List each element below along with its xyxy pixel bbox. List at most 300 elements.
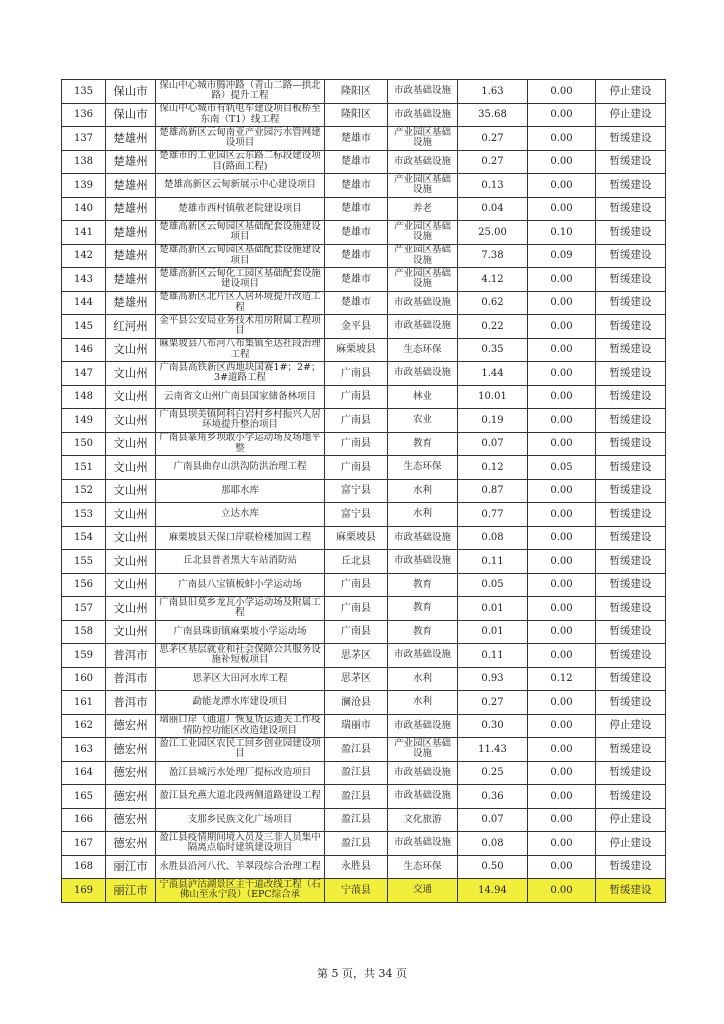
row-project-name: 广南县曲存山洪沟防洪治理工程 bbox=[156, 456, 325, 480]
table-row bbox=[62, 221, 666, 245]
row-city: 德宏州 bbox=[106, 714, 156, 738]
row-status: 暂缓建设 bbox=[596, 409, 666, 433]
row-amount-total: 0.07 bbox=[458, 432, 528, 456]
table-body bbox=[62, 80, 666, 903]
row-amount-completed: 0.00 bbox=[528, 103, 596, 127]
row-amount-total: 25.00 bbox=[458, 221, 528, 245]
row-category: 市政基础设施 bbox=[388, 761, 458, 785]
row-project-name: 广南县八宝镇板蚌小学运动场 bbox=[156, 573, 325, 597]
row-project-name: 支那乡民族文化广场项目 bbox=[156, 808, 325, 832]
table-row bbox=[62, 855, 666, 879]
row-district: 楚雄市 bbox=[325, 150, 388, 174]
row-district: 广南县 bbox=[325, 456, 388, 480]
row-category: 市政基础设施 bbox=[388, 103, 458, 127]
row-number: 168 bbox=[62, 855, 106, 879]
row-amount-completed: 0.00 bbox=[528, 691, 596, 715]
row-amount-completed: 0.12 bbox=[528, 667, 596, 691]
table-row bbox=[62, 150, 666, 174]
row-amount-total: 0.27 bbox=[458, 691, 528, 715]
row-project-name: 盈江县疫情期间境入员及三非人员集中隔离点临时建筑建设项目 bbox=[156, 832, 325, 856]
row-status: 暂缓建设 bbox=[596, 550, 666, 574]
row-amount-total: 0.13 bbox=[458, 174, 528, 198]
row-project-name: 保山中心城市有轨电车建设项目板桥至东南（T1）线工程 bbox=[156, 103, 325, 127]
row-number: 137 bbox=[62, 127, 106, 151]
row-project-name: 麻栗坡县天保口岸联检楼加固工程 bbox=[156, 526, 325, 550]
page-footer: 第 5 页，共 34 页 bbox=[317, 967, 407, 980]
row-amount-total: 0.35 bbox=[458, 338, 528, 362]
row-status: 停止建设 bbox=[596, 808, 666, 832]
row-project-name: 广南县高铁新区西地块国赛1#；2#；3#道路工程 bbox=[156, 362, 325, 386]
row-status: 暂缓建设 bbox=[596, 761, 666, 785]
row-amount-completed: 0.00 bbox=[528, 315, 596, 339]
row-project-name: 思茅区大田河水库工程 bbox=[156, 667, 325, 691]
row-number: 141 bbox=[62, 221, 106, 245]
row-number: 135 bbox=[62, 80, 106, 104]
row-number: 154 bbox=[62, 526, 106, 550]
row-number: 155 bbox=[62, 550, 106, 574]
row-category: 市政基础设施 bbox=[388, 832, 458, 856]
row-category: 市政基础设施 bbox=[388, 526, 458, 550]
row-amount-total: 0.08 bbox=[458, 526, 528, 550]
row-city: 文山州 bbox=[106, 550, 156, 574]
row-amount-completed: 0.05 bbox=[528, 456, 596, 480]
row-status: 暂缓建设 bbox=[596, 597, 666, 621]
row-district: 楚雄市 bbox=[325, 127, 388, 151]
row-amount-completed: 0.00 bbox=[528, 597, 596, 621]
row-category: 文化旅游 bbox=[388, 808, 458, 832]
row-status: 暂缓建设 bbox=[596, 879, 666, 903]
row-project-name: 广南县旧莫乡龙瓦小学运动场及附属工程 bbox=[156, 597, 325, 621]
row-number: 148 bbox=[62, 385, 106, 409]
row-category: 产业园区基础设施 bbox=[388, 127, 458, 151]
row-amount-total: 0.07 bbox=[458, 808, 528, 832]
row-district: 瑞丽市 bbox=[325, 714, 388, 738]
row-project-name: 广南县坝美镇阿科白岩村乡村振兴人居环境提升整治项目 bbox=[156, 409, 325, 433]
row-status: 暂缓建设 bbox=[596, 385, 666, 409]
row-city: 文山州 bbox=[106, 456, 156, 480]
table-row bbox=[62, 738, 666, 762]
row-category: 市政基础设施 bbox=[388, 291, 458, 315]
row-amount-completed: 0.00 bbox=[528, 479, 596, 503]
row-status: 暂缓建设 bbox=[596, 338, 666, 362]
row-status: 暂缓建设 bbox=[596, 644, 666, 668]
row-district: 盈江县 bbox=[325, 738, 388, 762]
row-amount-total: 0.01 bbox=[458, 620, 528, 644]
row-number: 143 bbox=[62, 268, 106, 292]
row-district: 思茅区 bbox=[325, 644, 388, 668]
row-city: 文山州 bbox=[106, 479, 156, 503]
row-district: 永胜县 bbox=[325, 855, 388, 879]
row-amount-total: 1.63 bbox=[458, 80, 528, 104]
row-district: 楚雄市 bbox=[325, 268, 388, 292]
row-status: 暂缓建设 bbox=[596, 503, 666, 527]
row-district: 楚雄市 bbox=[325, 174, 388, 198]
table-row bbox=[62, 244, 666, 268]
row-category: 农业 bbox=[388, 409, 458, 433]
row-project-name: 麻栗坡县八布河八布集镇至达社段治理工程 bbox=[156, 338, 325, 362]
row-project-name: 保山中心城市腾冲路（青山二路—拱北路）提升工程 bbox=[156, 80, 325, 104]
row-amount-completed: 0.00 bbox=[528, 714, 596, 738]
table-row bbox=[62, 526, 666, 550]
row-category: 生态环保 bbox=[388, 855, 458, 879]
row-city: 文山州 bbox=[106, 526, 156, 550]
row-project-name: 楚雄高新区云甸园区基础配套设施建设项目 bbox=[156, 221, 325, 245]
table-row bbox=[62, 80, 666, 104]
row-project-name: 那耶水库 bbox=[156, 479, 325, 503]
row-category: 水利 bbox=[388, 479, 458, 503]
row-status: 暂缓建设 bbox=[596, 291, 666, 315]
row-project-name: 思茅区基层就业和社会保障公共服务设施补短板项目 bbox=[156, 644, 325, 668]
row-district: 宁蒗县 bbox=[325, 879, 388, 903]
row-status: 暂缓建设 bbox=[596, 150, 666, 174]
row-amount-completed: 0.00 bbox=[528, 808, 596, 832]
row-category: 教育 bbox=[388, 432, 458, 456]
row-category: 市政基础设施 bbox=[388, 714, 458, 738]
row-status: 暂缓建设 bbox=[596, 315, 666, 339]
row-category: 生态环保 bbox=[388, 456, 458, 480]
row-amount-total: 11.43 bbox=[458, 738, 528, 762]
row-project-name: 楚雄市的工业园区云东路二标段建设项目(路面工程) bbox=[156, 150, 325, 174]
row-amount-total: 0.27 bbox=[458, 150, 528, 174]
row-category: 市政基础设施 bbox=[388, 80, 458, 104]
row-category: 市政基础设施 bbox=[388, 150, 458, 174]
row-amount-total: 10.01 bbox=[458, 385, 528, 409]
row-project-name: 盈江县城污水处理厂提标改造项目 bbox=[156, 761, 325, 785]
row-district: 楚雄市 bbox=[325, 221, 388, 245]
row-project-name: 楚雄高新区云甸园区基础配套设施建设项目 bbox=[156, 244, 325, 268]
table-row bbox=[62, 268, 666, 292]
row-category: 养老 bbox=[388, 197, 458, 221]
row-city: 丽江市 bbox=[106, 855, 156, 879]
row-amount-completed: 0.10 bbox=[528, 221, 596, 245]
row-number: 136 bbox=[62, 103, 106, 127]
row-amount-total: 0.08 bbox=[458, 832, 528, 856]
table-row bbox=[62, 761, 666, 785]
row-amount-total: 0.30 bbox=[458, 714, 528, 738]
row-amount-total: 0.22 bbox=[458, 315, 528, 339]
row-project-name: 楚雄高新区北片区人居环境提升改造工程 bbox=[156, 291, 325, 315]
row-amount-total: 4.12 bbox=[458, 268, 528, 292]
row-amount-total: 1.44 bbox=[458, 362, 528, 386]
row-category: 产业园区基础设施 bbox=[388, 244, 458, 268]
table-row bbox=[62, 315, 666, 339]
row-category: 生态环保 bbox=[388, 338, 458, 362]
row-project-name: 盈江工业园区农民工回乡创业园建设项目 bbox=[156, 738, 325, 762]
row-city: 保山市 bbox=[106, 80, 156, 104]
row-city: 文山州 bbox=[106, 573, 156, 597]
row-status: 暂缓建设 bbox=[596, 573, 666, 597]
row-number: 160 bbox=[62, 667, 106, 691]
table-row bbox=[62, 174, 666, 198]
row-status: 暂缓建设 bbox=[596, 197, 666, 221]
row-number: 169 bbox=[62, 879, 106, 903]
row-amount-total: 0.77 bbox=[458, 503, 528, 527]
row-category: 教育 bbox=[388, 620, 458, 644]
row-district: 楚雄市 bbox=[325, 244, 388, 268]
row-project-name: 盈江县允燕大道北段两侧道路建设工程 bbox=[156, 785, 325, 809]
row-amount-completed: 0.00 bbox=[528, 738, 596, 762]
row-district: 富宁县 bbox=[325, 503, 388, 527]
row-status: 暂缓建设 bbox=[596, 456, 666, 480]
table-row bbox=[62, 597, 666, 621]
row-project-name: 广南县篆角乡坝敢小学运动场及场地平整 bbox=[156, 432, 325, 456]
row-city: 楚雄州 bbox=[106, 127, 156, 151]
table-row bbox=[62, 432, 666, 456]
row-number: 139 bbox=[62, 174, 106, 198]
row-status: 暂缓建设 bbox=[596, 362, 666, 386]
row-status: 暂缓建设 bbox=[596, 855, 666, 879]
row-amount-completed: 0.00 bbox=[528, 291, 596, 315]
row-project-name: 楚雄高新区云甸新展示中心建设项目 bbox=[156, 174, 325, 198]
row-amount-completed: 0.00 bbox=[528, 432, 596, 456]
row-amount-total: 0.62 bbox=[458, 291, 528, 315]
row-amount-completed: 0.09 bbox=[528, 244, 596, 268]
row-category: 水利 bbox=[388, 691, 458, 715]
row-amount-total: 14.94 bbox=[458, 879, 528, 903]
row-category: 产业园区基础设施 bbox=[388, 174, 458, 198]
table-row bbox=[62, 479, 666, 503]
row-status: 暂缓建设 bbox=[596, 432, 666, 456]
row-district: 盈江县 bbox=[325, 808, 388, 832]
row-project-name: 永胜县沿河八代、羊翠段综合治理工程 bbox=[156, 855, 325, 879]
row-district: 广南县 bbox=[325, 362, 388, 386]
row-category: 产业园区基础设施 bbox=[388, 738, 458, 762]
row-status: 停止建设 bbox=[596, 103, 666, 127]
row-city: 德宏州 bbox=[106, 832, 156, 856]
row-city: 楚雄州 bbox=[106, 291, 156, 315]
table-row bbox=[62, 691, 666, 715]
row-status: 暂缓建设 bbox=[596, 691, 666, 715]
row-amount-completed: 0.00 bbox=[528, 573, 596, 597]
row-amount-total: 0.25 bbox=[458, 761, 528, 785]
row-category: 教育 bbox=[388, 573, 458, 597]
table-row bbox=[62, 644, 666, 668]
row-project-name: 宁蒗县泸沽湖景区主干道改线工程（石佛山至永宁段）（EPC综合承 bbox=[156, 879, 325, 903]
row-district: 盈江县 bbox=[325, 832, 388, 856]
row-number: 149 bbox=[62, 409, 106, 433]
row-city: 楚雄州 bbox=[106, 244, 156, 268]
row-district: 丘北县 bbox=[325, 550, 388, 574]
row-city: 红河州 bbox=[106, 315, 156, 339]
row-number: 166 bbox=[62, 808, 106, 832]
row-number: 165 bbox=[62, 785, 106, 809]
row-status: 暂缓建设 bbox=[596, 127, 666, 151]
row-amount-total: 0.93 bbox=[458, 667, 528, 691]
row-status: 暂缓建设 bbox=[596, 526, 666, 550]
row-number: 140 bbox=[62, 197, 106, 221]
row-amount-completed: 0.00 bbox=[528, 785, 596, 809]
row-city: 文山州 bbox=[106, 409, 156, 433]
row-amount-total: 0.19 bbox=[458, 409, 528, 433]
row-city: 楚雄州 bbox=[106, 174, 156, 198]
row-amount-completed: 0.00 bbox=[528, 80, 596, 104]
row-amount-completed: 0.00 bbox=[528, 385, 596, 409]
row-number: 152 bbox=[62, 479, 106, 503]
row-amount-total: 0.11 bbox=[458, 644, 528, 668]
row-city: 文山州 bbox=[106, 385, 156, 409]
row-amount-completed: 0.00 bbox=[528, 127, 596, 151]
table-row bbox=[62, 103, 666, 127]
row-district: 广南县 bbox=[325, 597, 388, 621]
row-category: 产业园区基础设施 bbox=[388, 268, 458, 292]
row-project-name: 广南县珠街镇麻栗坡小学运动场 bbox=[156, 620, 325, 644]
row-number: 145 bbox=[62, 315, 106, 339]
row-category: 市政基础设施 bbox=[388, 785, 458, 809]
row-number: 161 bbox=[62, 691, 106, 715]
row-city: 文山州 bbox=[106, 338, 156, 362]
row-number: 158 bbox=[62, 620, 106, 644]
row-district: 楚雄市 bbox=[325, 291, 388, 315]
row-city: 楚雄州 bbox=[106, 197, 156, 221]
row-amount-completed: 0.00 bbox=[528, 879, 596, 903]
row-status: 暂缓建设 bbox=[596, 268, 666, 292]
row-category: 交通 bbox=[388, 879, 458, 903]
row-district: 隆阳区 bbox=[325, 80, 388, 104]
row-project-name: 楚雄市西村镇敬老院建设项目 bbox=[156, 197, 325, 221]
project-table bbox=[61, 79, 666, 903]
row-amount-completed: 0.00 bbox=[528, 362, 596, 386]
row-city: 文山州 bbox=[106, 597, 156, 621]
row-city: 德宏州 bbox=[106, 738, 156, 762]
row-amount-total: 0.11 bbox=[458, 550, 528, 574]
row-number: 151 bbox=[62, 456, 106, 480]
row-city: 普洱市 bbox=[106, 691, 156, 715]
row-district: 广南县 bbox=[325, 385, 388, 409]
table-row bbox=[62, 879, 666, 903]
table-row bbox=[62, 409, 666, 433]
row-city: 德宏州 bbox=[106, 761, 156, 785]
row-status: 暂缓建设 bbox=[596, 785, 666, 809]
row-city: 楚雄州 bbox=[106, 268, 156, 292]
row-status: 暂缓建设 bbox=[596, 667, 666, 691]
row-category: 水利 bbox=[388, 667, 458, 691]
row-city: 楚雄州 bbox=[106, 150, 156, 174]
row-number: 164 bbox=[62, 761, 106, 785]
row-city: 丽江市 bbox=[106, 879, 156, 903]
row-project-name: 立达水库 bbox=[156, 503, 325, 527]
row-city: 文山州 bbox=[106, 362, 156, 386]
row-amount-completed: 0.00 bbox=[528, 268, 596, 292]
table-row bbox=[62, 385, 666, 409]
row-district: 广南县 bbox=[325, 573, 388, 597]
row-number: 167 bbox=[62, 832, 106, 856]
row-number: 147 bbox=[62, 362, 106, 386]
row-city: 文山州 bbox=[106, 620, 156, 644]
row-category: 产业园区基础设施 bbox=[388, 221, 458, 245]
row-project-name: 楚雄高新区云甸化工园区基础配套设施建设项目 bbox=[156, 268, 325, 292]
row-status: 停止建设 bbox=[596, 832, 666, 856]
row-district: 楚雄市 bbox=[325, 197, 388, 221]
row-amount-completed: 0.00 bbox=[528, 338, 596, 362]
row-amount-completed: 0.00 bbox=[528, 761, 596, 785]
row-district: 广南县 bbox=[325, 620, 388, 644]
table-row bbox=[62, 291, 666, 315]
table-row bbox=[62, 503, 666, 527]
row-district: 广南县 bbox=[325, 409, 388, 433]
row-category: 教育 bbox=[388, 597, 458, 621]
row-amount-completed: 0.00 bbox=[528, 409, 596, 433]
table-row bbox=[62, 573, 666, 597]
row-amount-completed: 0.00 bbox=[528, 832, 596, 856]
row-amount-completed: 0.00 bbox=[528, 174, 596, 198]
row-status: 暂缓建设 bbox=[596, 620, 666, 644]
row-amount-completed: 0.00 bbox=[528, 150, 596, 174]
table-row bbox=[62, 620, 666, 644]
row-city: 文山州 bbox=[106, 432, 156, 456]
table-row bbox=[62, 127, 666, 151]
row-district: 盈江县 bbox=[325, 761, 388, 785]
row-project-name: 勐能龙潭水库建设项目 bbox=[156, 691, 325, 715]
row-amount-total: 0.12 bbox=[458, 456, 528, 480]
row-project-name: 楚雄高新区云甸南亚产业园污水管网建设项目 bbox=[156, 127, 325, 151]
row-amount-completed: 0.00 bbox=[528, 855, 596, 879]
table-row bbox=[62, 338, 666, 362]
row-amount-completed: 0.00 bbox=[528, 526, 596, 550]
row-category: 水利 bbox=[388, 503, 458, 527]
row-district: 麻栗坡县 bbox=[325, 338, 388, 362]
row-status: 暂缓建设 bbox=[596, 221, 666, 245]
row-amount-completed: 0.00 bbox=[528, 644, 596, 668]
row-number: 153 bbox=[62, 503, 106, 527]
row-amount-total: 0.27 bbox=[458, 127, 528, 151]
row-amount-completed: 0.00 bbox=[528, 550, 596, 574]
row-number: 146 bbox=[62, 338, 106, 362]
row-project-name: 瑞丽口岸（通道）恢复货运通关工作疫情防控功能区改造建设项目 bbox=[156, 714, 325, 738]
row-category: 林业 bbox=[388, 385, 458, 409]
row-amount-total: 35.68 bbox=[458, 103, 528, 127]
row-status: 暂缓建设 bbox=[596, 174, 666, 198]
row-status: 暂缓建设 bbox=[596, 479, 666, 503]
row-status: 暂缓建设 bbox=[596, 738, 666, 762]
row-amount-total: 0.05 bbox=[458, 573, 528, 597]
row-amount-total: 0.87 bbox=[458, 479, 528, 503]
row-city: 楚雄州 bbox=[106, 221, 156, 245]
row-category: 市政基础设施 bbox=[388, 644, 458, 668]
row-amount-total: 0.01 bbox=[458, 597, 528, 621]
row-number: 162 bbox=[62, 714, 106, 738]
table-row bbox=[62, 362, 666, 386]
row-district: 澜沧县 bbox=[325, 691, 388, 715]
row-number: 138 bbox=[62, 150, 106, 174]
table-row bbox=[62, 785, 666, 809]
row-number: 142 bbox=[62, 244, 106, 268]
table-row bbox=[62, 667, 666, 691]
table-row bbox=[62, 714, 666, 738]
table-row bbox=[62, 456, 666, 480]
row-amount-completed: 0.00 bbox=[528, 197, 596, 221]
row-district: 隆阳区 bbox=[325, 103, 388, 127]
row-amount-completed: 0.00 bbox=[528, 503, 596, 527]
row-number: 159 bbox=[62, 644, 106, 668]
row-category: 市政基础设施 bbox=[388, 550, 458, 574]
row-amount-total: 0.36 bbox=[458, 785, 528, 809]
row-project-name: 云南省文山州广南县国家储备林项目 bbox=[156, 385, 325, 409]
row-status: 停止建设 bbox=[596, 80, 666, 104]
row-city: 保山市 bbox=[106, 103, 156, 127]
row-category: 市政基础设施 bbox=[388, 315, 458, 339]
row-number: 150 bbox=[62, 432, 106, 456]
table-row bbox=[62, 832, 666, 856]
table-row bbox=[62, 550, 666, 574]
row-number: 144 bbox=[62, 291, 106, 315]
row-number: 157 bbox=[62, 597, 106, 621]
row-number: 156 bbox=[62, 573, 106, 597]
row-amount-total: 0.50 bbox=[458, 855, 528, 879]
row-amount-total: 7.38 bbox=[458, 244, 528, 268]
row-number: 163 bbox=[62, 738, 106, 762]
row-district: 金平县 bbox=[325, 315, 388, 339]
row-city: 普洱市 bbox=[106, 644, 156, 668]
